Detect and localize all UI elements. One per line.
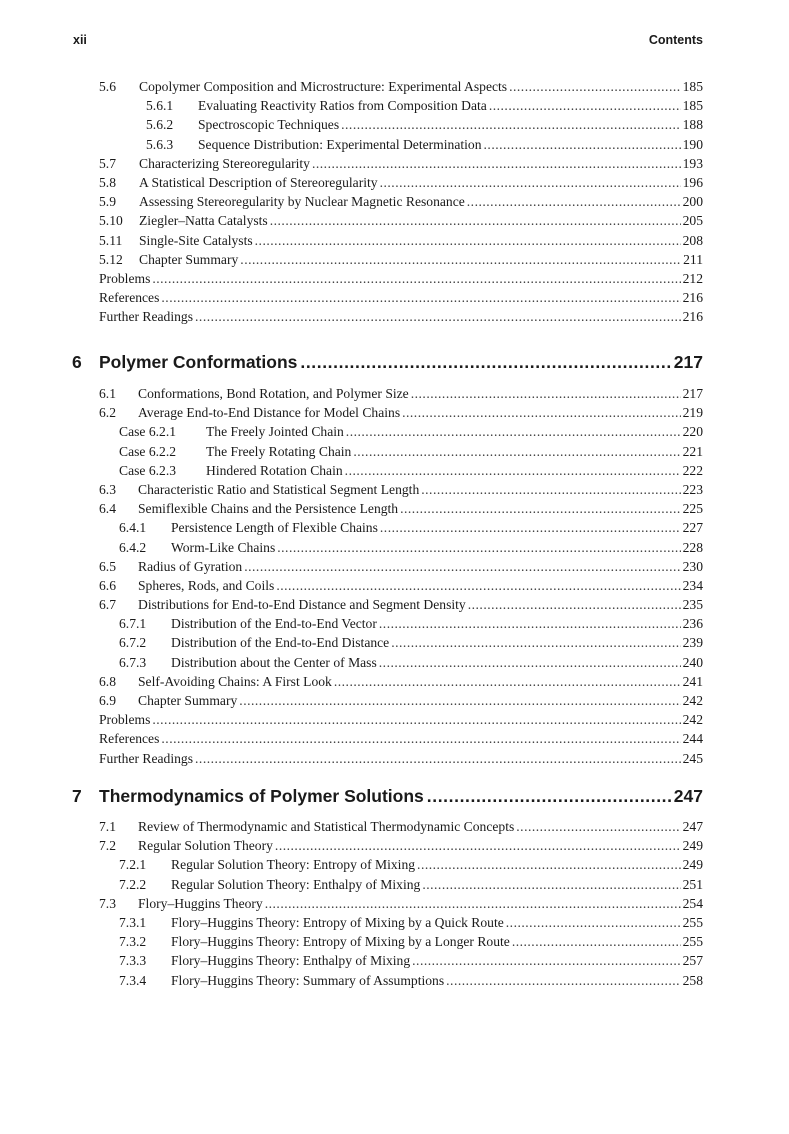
section-number: 7.2.1 <box>119 857 147 873</box>
section-title: Distribution of the End-to-End Distance <box>171 635 390 651</box>
toc-entry[interactable] <box>99 576 703 595</box>
dot-leader <box>506 913 681 932</box>
section-page: 220 <box>682 424 703 440</box>
section-title: Conformations, Bond Rotation, and Polymer Size <box>138 386 409 401</box>
section-number: 7.2 <box>99 838 116 854</box>
dot-leader <box>276 576 680 595</box>
section-number: 6.7 <box>99 597 116 613</box>
section-number: 5.11 <box>99 232 123 248</box>
toc-entries <box>99 77 703 326</box>
section-page: 216 <box>682 309 703 325</box>
section-page: 217 <box>682 386 703 401</box>
dot-leader <box>152 710 680 729</box>
section-title: Copolymer Composition and Microstructure: Experimental Aspects <box>139 79 508 94</box>
section-page: 255 <box>682 934 703 950</box>
section-number: 7.3.2 <box>119 934 147 950</box>
dot-leader <box>391 633 680 652</box>
toc-entry[interactable] <box>119 971 703 990</box>
toc-entry[interactable] <box>99 817 703 836</box>
dot-leader <box>512 932 681 951</box>
toc-entry[interactable] <box>119 653 703 672</box>
dot-leader <box>427 786 671 807</box>
section-number: 6.7.2 <box>119 635 147 651</box>
section-title: Worm-Like Chains <box>171 539 276 555</box>
section-title: Sequence Distribution: Experimental Determination <box>198 136 482 152</box>
section-page: 234 <box>682 577 703 593</box>
section-title: Flory–Huggins Theory: Summary of Assumptions <box>171 972 445 988</box>
section-title: Radius of Gyration <box>138 558 243 574</box>
section-number: 6.9 <box>99 693 116 708</box>
toc-entry[interactable] <box>146 96 703 115</box>
section-title: Self-Avoiding Chains: A First Look <box>138 673 332 689</box>
dot-leader <box>161 288 680 307</box>
toc-entry[interactable] <box>99 231 703 250</box>
dot-leader <box>277 538 680 557</box>
section-title: Hindered Rotation Chain <box>206 462 343 478</box>
section-number: 6.4 <box>99 501 116 517</box>
section-number: 7.3.1 <box>119 914 147 930</box>
section-page: 249 <box>682 857 703 873</box>
section-title: A Statistical Description of Stereoregularity <box>139 174 378 190</box>
section-title: Flory–Huggins Theory: Entropy of Mixing by a Longer Route <box>171 934 510 950</box>
toc-entry[interactable] <box>99 691 703 710</box>
section-page: 228 <box>682 539 703 555</box>
chapter-6-section <box>0 384 789 768</box>
section-title: Average End-to-End Distance for Model Chains <box>138 405 401 421</box>
chapter-heading-6[interactable] <box>72 352 703 373</box>
section-page: 196 <box>682 174 703 190</box>
dot-leader <box>161 729 680 748</box>
section-page: 190 <box>682 136 703 152</box>
section-page: 212 <box>682 270 703 286</box>
toc-entry[interactable] <box>119 614 703 633</box>
section-page: 245 <box>682 750 703 766</box>
dot-leader <box>300 352 670 373</box>
section-page: 211 <box>683 251 703 267</box>
dot-leader <box>341 115 680 134</box>
section-page: 216 <box>682 290 703 306</box>
dot-leader <box>275 836 681 855</box>
section-page: 236 <box>682 616 703 632</box>
section-title: Persistence Length of Flexible Chains <box>171 520 378 536</box>
chapter-heading-7[interactable] <box>72 786 703 807</box>
section-number: 5.6.1 <box>146 98 174 114</box>
section-page: 241 <box>682 673 703 689</box>
toc-entry[interactable] <box>99 77 703 96</box>
dot-leader <box>255 231 681 250</box>
toc-entries <box>99 384 703 768</box>
dot-leader <box>421 480 680 499</box>
dot-leader <box>239 691 680 710</box>
toc-entry[interactable] <box>119 518 703 537</box>
toc-entry[interactable] <box>99 894 703 913</box>
toc-entry[interactable] <box>99 154 703 173</box>
section-title: Distributions for End-to-End Distance and Segment Density <box>138 597 466 613</box>
section-page: 242 <box>682 712 703 728</box>
section-number: 7.3 <box>99 895 116 911</box>
toc-entry[interactable] <box>119 875 703 894</box>
section-page: 223 <box>682 481 703 497</box>
dot-leader <box>489 96 681 115</box>
section-page: 242 <box>682 693 703 708</box>
section-page: 208 <box>682 232 703 248</box>
toc-entry[interactable] <box>99 192 703 211</box>
section-number: 7.3.4 <box>119 972 147 988</box>
section-page: 225 <box>682 501 703 517</box>
toc-entry[interactable] <box>99 384 703 403</box>
section-title: Characterizing Stereoregularity <box>139 155 310 171</box>
toc-entry[interactable] <box>119 461 703 480</box>
section-title: Chapter Summary <box>138 693 238 708</box>
chapter-title: Polymer Conformations <box>99 352 298 372</box>
section-page: 247 <box>682 819 703 834</box>
section-title: Evaluating Reactivity Ratios from Composition Data <box>198 98 487 114</box>
chapter-7-section <box>0 817 789 990</box>
section-title: Single-Site Catalysts <box>139 232 253 248</box>
section-title: Flory–Huggins Theory <box>138 895 263 911</box>
section-number: 7.2.2 <box>119 876 147 892</box>
section-title: The Freely Jointed Chain <box>206 424 344 440</box>
section-number: 7.1 <box>99 819 116 834</box>
toc-entry[interactable] <box>146 135 703 154</box>
section-number: 6.2 <box>99 405 116 421</box>
section-page: 257 <box>682 953 703 969</box>
chapter-number: 7 <box>72 786 82 806</box>
section-page: 251 <box>682 876 703 892</box>
toc-entry[interactable] <box>119 951 703 970</box>
section-title: Spectroscopic Techniques <box>198 117 340 133</box>
section-title: References <box>99 731 160 747</box>
toc-entry[interactable] <box>99 710 703 729</box>
section-page: 221 <box>682 443 703 459</box>
dot-leader <box>345 461 681 480</box>
section-number: 7.3.3 <box>119 953 147 969</box>
toc-entry[interactable] <box>99 269 703 288</box>
section-page: 239 <box>682 635 703 651</box>
section-title: Review of Thermodynamic and Statistical Thermodynamic Concepts <box>138 819 515 834</box>
toc-entry[interactable] <box>99 211 703 230</box>
section-title: Flory–Huggins Theory: Entropy of Mixing by a Quick Route <box>171 914 504 930</box>
section-title: Characteristic Ratio and Statistical Segment Length <box>138 481 420 497</box>
dot-leader <box>468 595 681 614</box>
running-title: Contents <box>648 33 703 47</box>
toc-entry[interactable] <box>99 672 703 691</box>
dot-leader <box>265 894 681 913</box>
toc-entry[interactable] <box>99 403 703 422</box>
toc-entry[interactable] <box>99 557 703 576</box>
section-page: 244 <box>682 731 703 747</box>
dot-leader <box>346 422 681 441</box>
toc-entry[interactable] <box>99 307 703 326</box>
section-number: 6.8 <box>99 673 116 689</box>
section-page: 254 <box>682 895 703 911</box>
dot-leader <box>379 614 681 633</box>
section-page: 230 <box>682 558 703 574</box>
running-head <box>73 33 703 47</box>
page-number: xii <box>73 33 87 47</box>
dot-leader <box>400 499 681 518</box>
dot-leader <box>312 154 681 173</box>
section-title: Assessing Stereoregularity by Nuclear Magnetic Resonance <box>139 194 465 210</box>
toc-entry[interactable] <box>119 422 703 441</box>
dot-leader <box>446 971 680 990</box>
section-title: Regular Solution Theory: Entropy of Mixing <box>171 857 416 873</box>
dot-leader <box>411 384 681 403</box>
section-title: Ziegler–Natta Catalysts <box>139 213 268 229</box>
section-number: 5.6 <box>99 79 116 94</box>
section-number: 5.7 <box>99 155 116 171</box>
section-title: Semiflexible Chains and the Persistence Length <box>138 501 399 517</box>
toc-entry[interactable] <box>99 480 703 499</box>
section-title: Further Readings <box>99 750 194 766</box>
section-number: Case 6.2.3 <box>119 462 177 478</box>
section-title: Spheres, Rods, and Coils <box>138 577 275 593</box>
section-number: 5.8 <box>99 174 116 190</box>
section-page: 193 <box>682 155 703 171</box>
section-page: 222 <box>682 462 703 478</box>
section-title: Flory–Huggins Theory: Enthalpy of Mixing <box>171 953 411 969</box>
toc-entry[interactable] <box>119 855 703 874</box>
section-title: Distribution of the End-to-End Vector <box>171 616 377 632</box>
toc-entry[interactable] <box>146 115 703 134</box>
toc-entry[interactable] <box>99 499 703 518</box>
section-page: 249 <box>682 838 703 854</box>
section-title: Distribution about the Center of Mass <box>171 654 377 670</box>
dot-leader <box>244 557 680 576</box>
dot-leader <box>417 855 681 874</box>
section-number: 5.6.3 <box>146 136 174 152</box>
section-page: 205 <box>682 213 703 229</box>
section-number: Case 6.2.2 <box>119 443 177 459</box>
section-page: 188 <box>682 117 703 133</box>
dot-leader <box>195 749 681 768</box>
section-number: 6.5 <box>99 558 116 574</box>
section-number: 6.4.1 <box>119 520 147 536</box>
section-number: 6.7.1 <box>119 616 147 632</box>
chapter-title: Thermodynamics of Polymer Solutions <box>99 786 424 806</box>
section-title: Regular Solution Theory <box>138 838 273 854</box>
section-number: 6.3 <box>99 481 116 497</box>
dot-leader <box>484 135 681 154</box>
section-page: 219 <box>682 405 703 421</box>
dot-leader <box>195 307 681 326</box>
toc-entry[interactable] <box>119 442 703 461</box>
section-title: Further Readings <box>99 309 194 325</box>
section-title: Problems <box>99 270 151 286</box>
chapter-page: 217 <box>673 352 703 372</box>
dot-leader <box>353 442 680 461</box>
toc-entry[interactable] <box>119 538 703 557</box>
section-title: Regular Solution Theory: Enthalpy of Mixing <box>171 876 421 892</box>
section-number: 6.7.3 <box>119 654 147 670</box>
toc-entry[interactable] <box>99 836 703 855</box>
section-page: 240 <box>682 654 703 670</box>
dot-leader <box>380 518 681 537</box>
dot-leader <box>467 192 681 211</box>
dot-leader <box>412 951 680 970</box>
section-number: 6.4.2 <box>119 539 147 555</box>
toc-entry[interactable] <box>99 250 703 269</box>
section-page: 258 <box>682 972 703 988</box>
toc-entry[interactable] <box>99 595 703 614</box>
section-number: 5.12 <box>99 251 123 267</box>
chapter-page: 247 <box>673 786 703 806</box>
section-page: 235 <box>682 597 703 613</box>
toc-entry[interactable] <box>99 288 703 307</box>
toc-entry[interactable] <box>119 932 703 951</box>
dot-leader <box>379 653 681 672</box>
toc-entry[interactable] <box>99 749 703 768</box>
dot-leader <box>516 817 680 836</box>
dot-leader <box>152 269 680 288</box>
dot-leader <box>240 250 681 269</box>
toc-entry[interactable] <box>99 729 703 748</box>
section-page: 185 <box>682 79 703 94</box>
chapter-5-continued <box>0 77 789 326</box>
toc-entries <box>99 817 703 990</box>
chapter-number: 6 <box>72 352 82 372</box>
toc-entry[interactable] <box>99 173 703 192</box>
section-page: 255 <box>682 914 703 930</box>
dot-leader <box>270 211 681 230</box>
section-number: 5.9 <box>99 194 116 210</box>
section-title: The Freely Rotating Chain <box>206 443 352 459</box>
section-number: 6.6 <box>99 577 116 593</box>
toc-entry[interactable] <box>119 913 703 932</box>
dot-leader <box>422 875 680 894</box>
section-page: 227 <box>682 520 703 536</box>
section-title: Chapter Summary <box>139 251 239 267</box>
section-number: 5.6.2 <box>146 117 174 133</box>
section-number: Case 6.2.1 <box>119 424 177 440</box>
dot-leader <box>334 672 681 691</box>
section-title: Problems <box>99 712 151 728</box>
section-title: References <box>99 290 160 306</box>
dot-leader <box>402 403 681 422</box>
section-page: 185 <box>682 98 703 114</box>
section-number: 6.1 <box>99 386 116 401</box>
section-number: 5.10 <box>99 213 123 229</box>
section-page: 200 <box>682 194 703 210</box>
dot-leader <box>509 77 681 96</box>
toc-entry[interactable] <box>119 633 703 652</box>
dot-leader <box>380 173 681 192</box>
